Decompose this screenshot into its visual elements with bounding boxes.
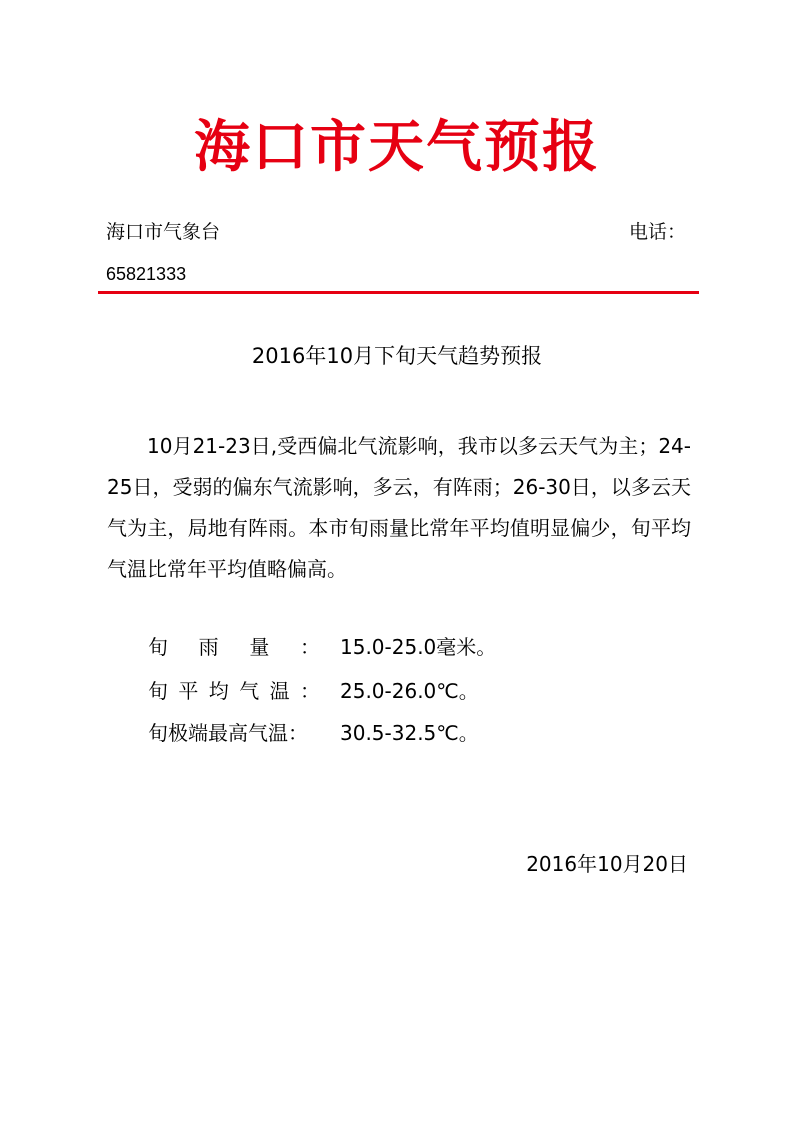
phone-label: 电话： <box>629 221 687 243</box>
forecast-body-paragraph: 10月21-23日,受西偏北气流影响，我市以多云天气为主；24-25日，受弱的偏东气流影响，多云，有阵雨；26-30日，以多云天气为主，局地有阵雨。本市旬雨量比常年平均值明显偏少，旬平均气温比常年平均值略偏高。 <box>107 434 691 581</box>
stat-value: 25.0-26.0℃。 <box>340 679 479 703</box>
phone-number: 65821333 <box>106 264 187 284</box>
agency-name: 海口市气象台 <box>106 221 221 243</box>
issue-date: 2016年10月20日 <box>526 852 688 876</box>
stat-label: 旬雨量： <box>148 635 320 659</box>
document-title: 海口市天气预报 <box>194 115 600 180</box>
stat-label: 旬极端最高气温： <box>148 721 308 745</box>
stat-label: 旬平均气温： <box>148 679 320 703</box>
forecast-subtitle: 2016年10月下旬天气趋势预报 <box>251 344 543 368</box>
stat-value: 15.0-25.0毫米。 <box>340 635 497 659</box>
stat-rainfall <box>148 632 496 662</box>
header-divider-rule <box>98 291 699 294</box>
stat-average-temperature <box>148 676 479 706</box>
stat-value: 30.5-32.5℃。 <box>340 721 479 745</box>
stat-max-temperature <box>148 718 479 748</box>
